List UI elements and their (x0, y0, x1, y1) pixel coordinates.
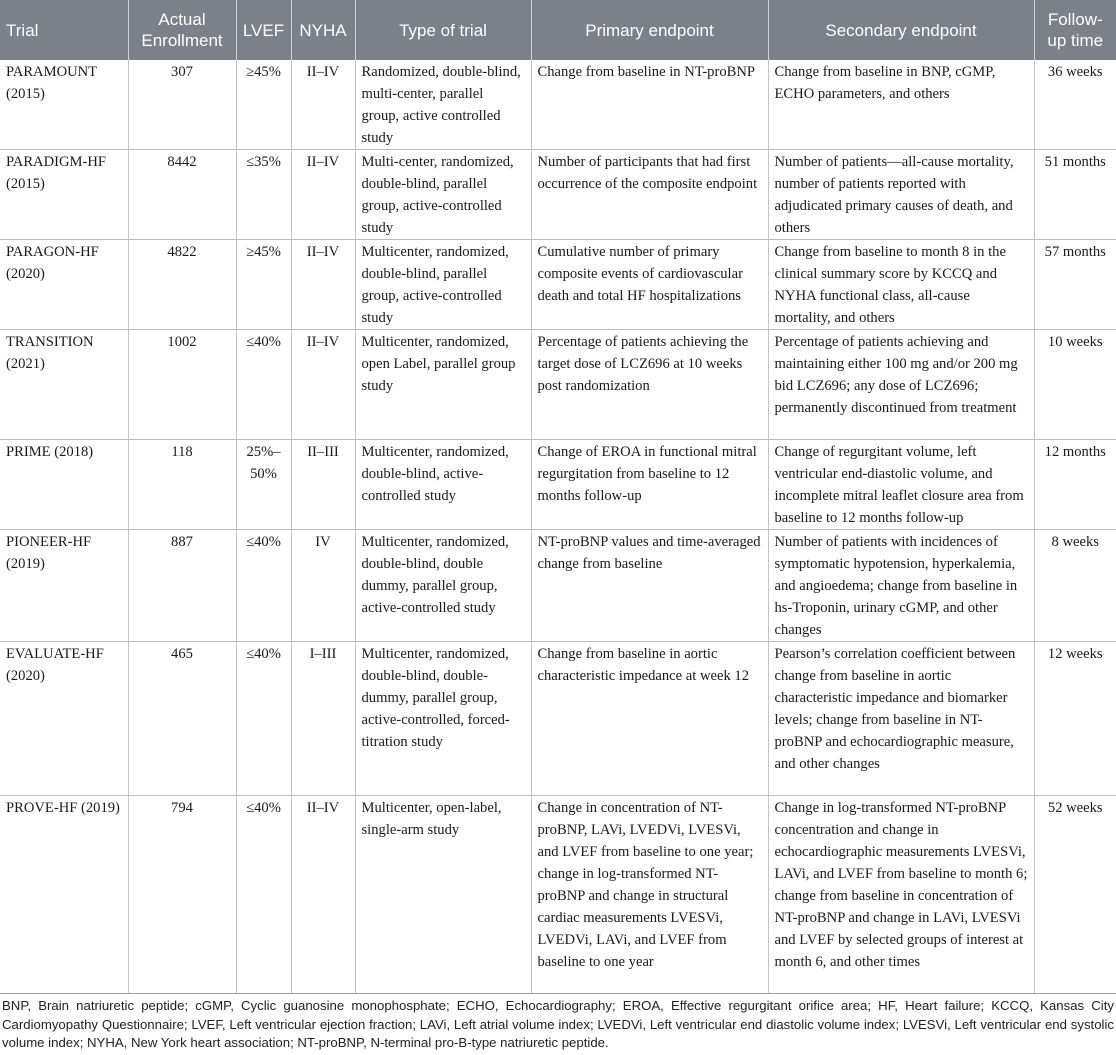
cell-trial: PRIME (2018) (0, 440, 128, 530)
cell-type: Multi-center, randomized, double-blind, parallel group, active-controlled study (355, 150, 531, 240)
cell-primary: Change of EROA in functional mitral regurgitation from baseline to 12 months follow-up (531, 440, 768, 530)
cell-secondary: Number of patients—all-cause mortality, number of patients reported with adjudicated primary causes of death, and others (768, 150, 1034, 240)
cell-secondary: Change of regurgitant volume, left ventricular end-diastolic volume, and incomplete mitral leaflet closure area from baseline to 12 months follow-up (768, 440, 1034, 530)
cell-secondary: Change in log-transformed NT-proBNP concentration and change in echocardiographic measurements LVESVi, LAVi, and LVEF from baseline to month 6; change from baseline in concentration of NT-proBNP and change in LAVi, LVESVi and LVEF by selected groups of interest at month 6, and other times (768, 796, 1034, 994)
cell-followup: 36 weeks (1034, 60, 1116, 150)
cell-enrollment: 307 (128, 60, 236, 150)
cell-type: Multicenter, open-label, single-arm study (355, 796, 531, 994)
cell-type: Multicenter, randomized, double-blind, double-dummy, parallel group, active-controlled, forced-titration study (355, 642, 531, 796)
cell-trial: PARADIGM-HF (2015) (0, 150, 128, 240)
cell-trial: EVALUATE-HF (2020) (0, 642, 128, 796)
cell-lvef: ≤40% (236, 642, 291, 796)
cell-primary: Change from baseline in aortic characteristic impedance at week 12 (531, 642, 768, 796)
cell-enrollment: 8442 (128, 150, 236, 240)
cell-followup: 12 months (1034, 440, 1116, 530)
cell-enrollment: 794 (128, 796, 236, 994)
cell-secondary: Change from baseline to month 8 in the clinical summary score by KCCQ and NYHA functional class, all-cause mortality, and others (768, 240, 1034, 330)
cell-lvef: ≥45% (236, 240, 291, 330)
cell-primary: Percentage of patients achieving the target dose of LCZ696 at 10 weeks post randomization (531, 330, 768, 440)
cell-nyha: II–III (291, 440, 355, 530)
header-primary-endpoint: Primary endpoint (531, 0, 768, 60)
cell-followup: 12 weeks (1034, 642, 1116, 796)
header-secondary-endpoint: Secondary endpoint (768, 0, 1034, 60)
table-footnote: BNP, Brain natriuretic peptide; cGMP, Cyclic guanosine monophosphate; ECHO, Echocardiography; EROA, Effective regurgitant orifice area; HF, Heart failure; KCCQ, Kansas City Cardiomyopathy Questionnaire; LVEF, Left ventricular ejection fraction; LAVi, Left atrial volume index; LVEDVi, Left ventricular end diastolic volume index; LVESVi, Left ventricular end systolic volume index; NYHA, New York heart association; NT-proBNP, N-terminal pro-B-type natriuretic peptide. (2, 998, 1114, 1050)
cell-secondary: Pearson’s correlation coefficient between change from baseline in aortic characteristic impedance and biomarker levels; change from baseline in NT-proBNP and echocardiographic measure, and other changes (768, 642, 1034, 796)
cell-nyha: II–IV (291, 796, 355, 994)
cell-nyha: II–IV (291, 150, 355, 240)
cell-trial: PIONEER-HF (2019) (0, 530, 128, 642)
cell-trial: PARAMOUNT (2015) (0, 60, 128, 150)
cell-followup: 51 months (1034, 150, 1116, 240)
header-nyha: NYHA (291, 0, 355, 60)
cell-enrollment: 887 (128, 530, 236, 642)
header-followup: Follow-up time (1034, 0, 1116, 60)
header-trial: Trial (0, 0, 128, 60)
cell-trial: TRANSITION (2021) (0, 330, 128, 440)
cell-primary: Number of participants that had first occurrence of the composite endpoint (531, 150, 768, 240)
cell-enrollment: 1002 (128, 330, 236, 440)
cell-lvef: ≤35% (236, 150, 291, 240)
cell-trial: PROVE-HF (2019) (0, 796, 128, 994)
cell-nyha: II–IV (291, 240, 355, 330)
table-row (0, 796, 1116, 994)
cell-lvef: ≤40% (236, 330, 291, 440)
cell-followup: 10 weeks (1034, 330, 1116, 440)
cell-nyha: I–III (291, 642, 355, 796)
cell-secondary: Number of patients with incidences of symptomatic hypotension, hyperkalemia, and angioedema; change from baseline in hs-Troponin, urinary cGMP, and other changes (768, 530, 1034, 642)
cell-followup: 57 months (1034, 240, 1116, 330)
cell-secondary: Change from baseline in BNP, cGMP, ECHO parameters, and others (768, 60, 1034, 150)
cell-followup: 8 weeks (1034, 530, 1116, 642)
header-lvef: LVEF (236, 0, 291, 60)
cell-enrollment: 118 (128, 440, 236, 530)
table-row (0, 642, 1116, 796)
header-type: Type of trial (355, 0, 531, 60)
table-row (0, 240, 1116, 330)
cell-nyha: IV (291, 530, 355, 642)
cell-secondary: Percentage of patients achieving and maintaining either 100 mg and/or 200 mg bid LCZ696; any dose of LCZ696; permanently discontinued from treatment (768, 330, 1034, 440)
cell-type: Multicenter, randomized, double-blind, double dummy, parallel group, active-controlled study (355, 530, 531, 642)
cell-primary: Change in concentration of NT-proBNP, LAVi, LVEDVi, LVESVi, and LVEF from baseline to one year; change in log-transformed NT-proBNP and change in structural cardiac measurements LVESVi, LVEDVi, LAVi, and LVEF from baseline to one year (531, 796, 768, 994)
table-row (0, 530, 1116, 642)
cell-primary: NT-proBNP values and time-averaged change from baseline (531, 530, 768, 642)
cell-lvef: ≥45% (236, 60, 291, 150)
cell-type: Randomized, double-blind, multi-center, parallel group, active controlled study (355, 60, 531, 150)
table-row (0, 60, 1116, 150)
cell-followup: 52 weeks (1034, 796, 1116, 994)
cell-primary: Cumulative number of primary composite events of cardiovascular death and total HF hospitalizations (531, 240, 768, 330)
cell-lvef: ≤40% (236, 796, 291, 994)
cell-type: Multicenter, randomized, double-blind, parallel group, active-controlled study (355, 240, 531, 330)
cell-enrollment: 4822 (128, 240, 236, 330)
cell-nyha: II–IV (291, 60, 355, 150)
table-row (0, 330, 1116, 440)
cell-enrollment: 465 (128, 642, 236, 796)
table-row (0, 150, 1116, 240)
cell-nyha: II–IV (291, 330, 355, 440)
cell-lvef: ≤40% (236, 530, 291, 642)
cell-primary: Change from baseline in NT-proBNP (531, 60, 768, 150)
cell-trial: PARAGON-HF (2020) (0, 240, 128, 330)
header-enrollment: Actual Enrollment (128, 0, 236, 60)
cell-type: Multicenter, randomized, open Label, parallel group study (355, 330, 531, 440)
table-row (0, 440, 1116, 530)
cell-lvef: 25%–50% (236, 440, 291, 530)
header-row (0, 0, 1116, 60)
cell-type: Multicenter, randomized, double-blind, active-controlled study (355, 440, 531, 530)
